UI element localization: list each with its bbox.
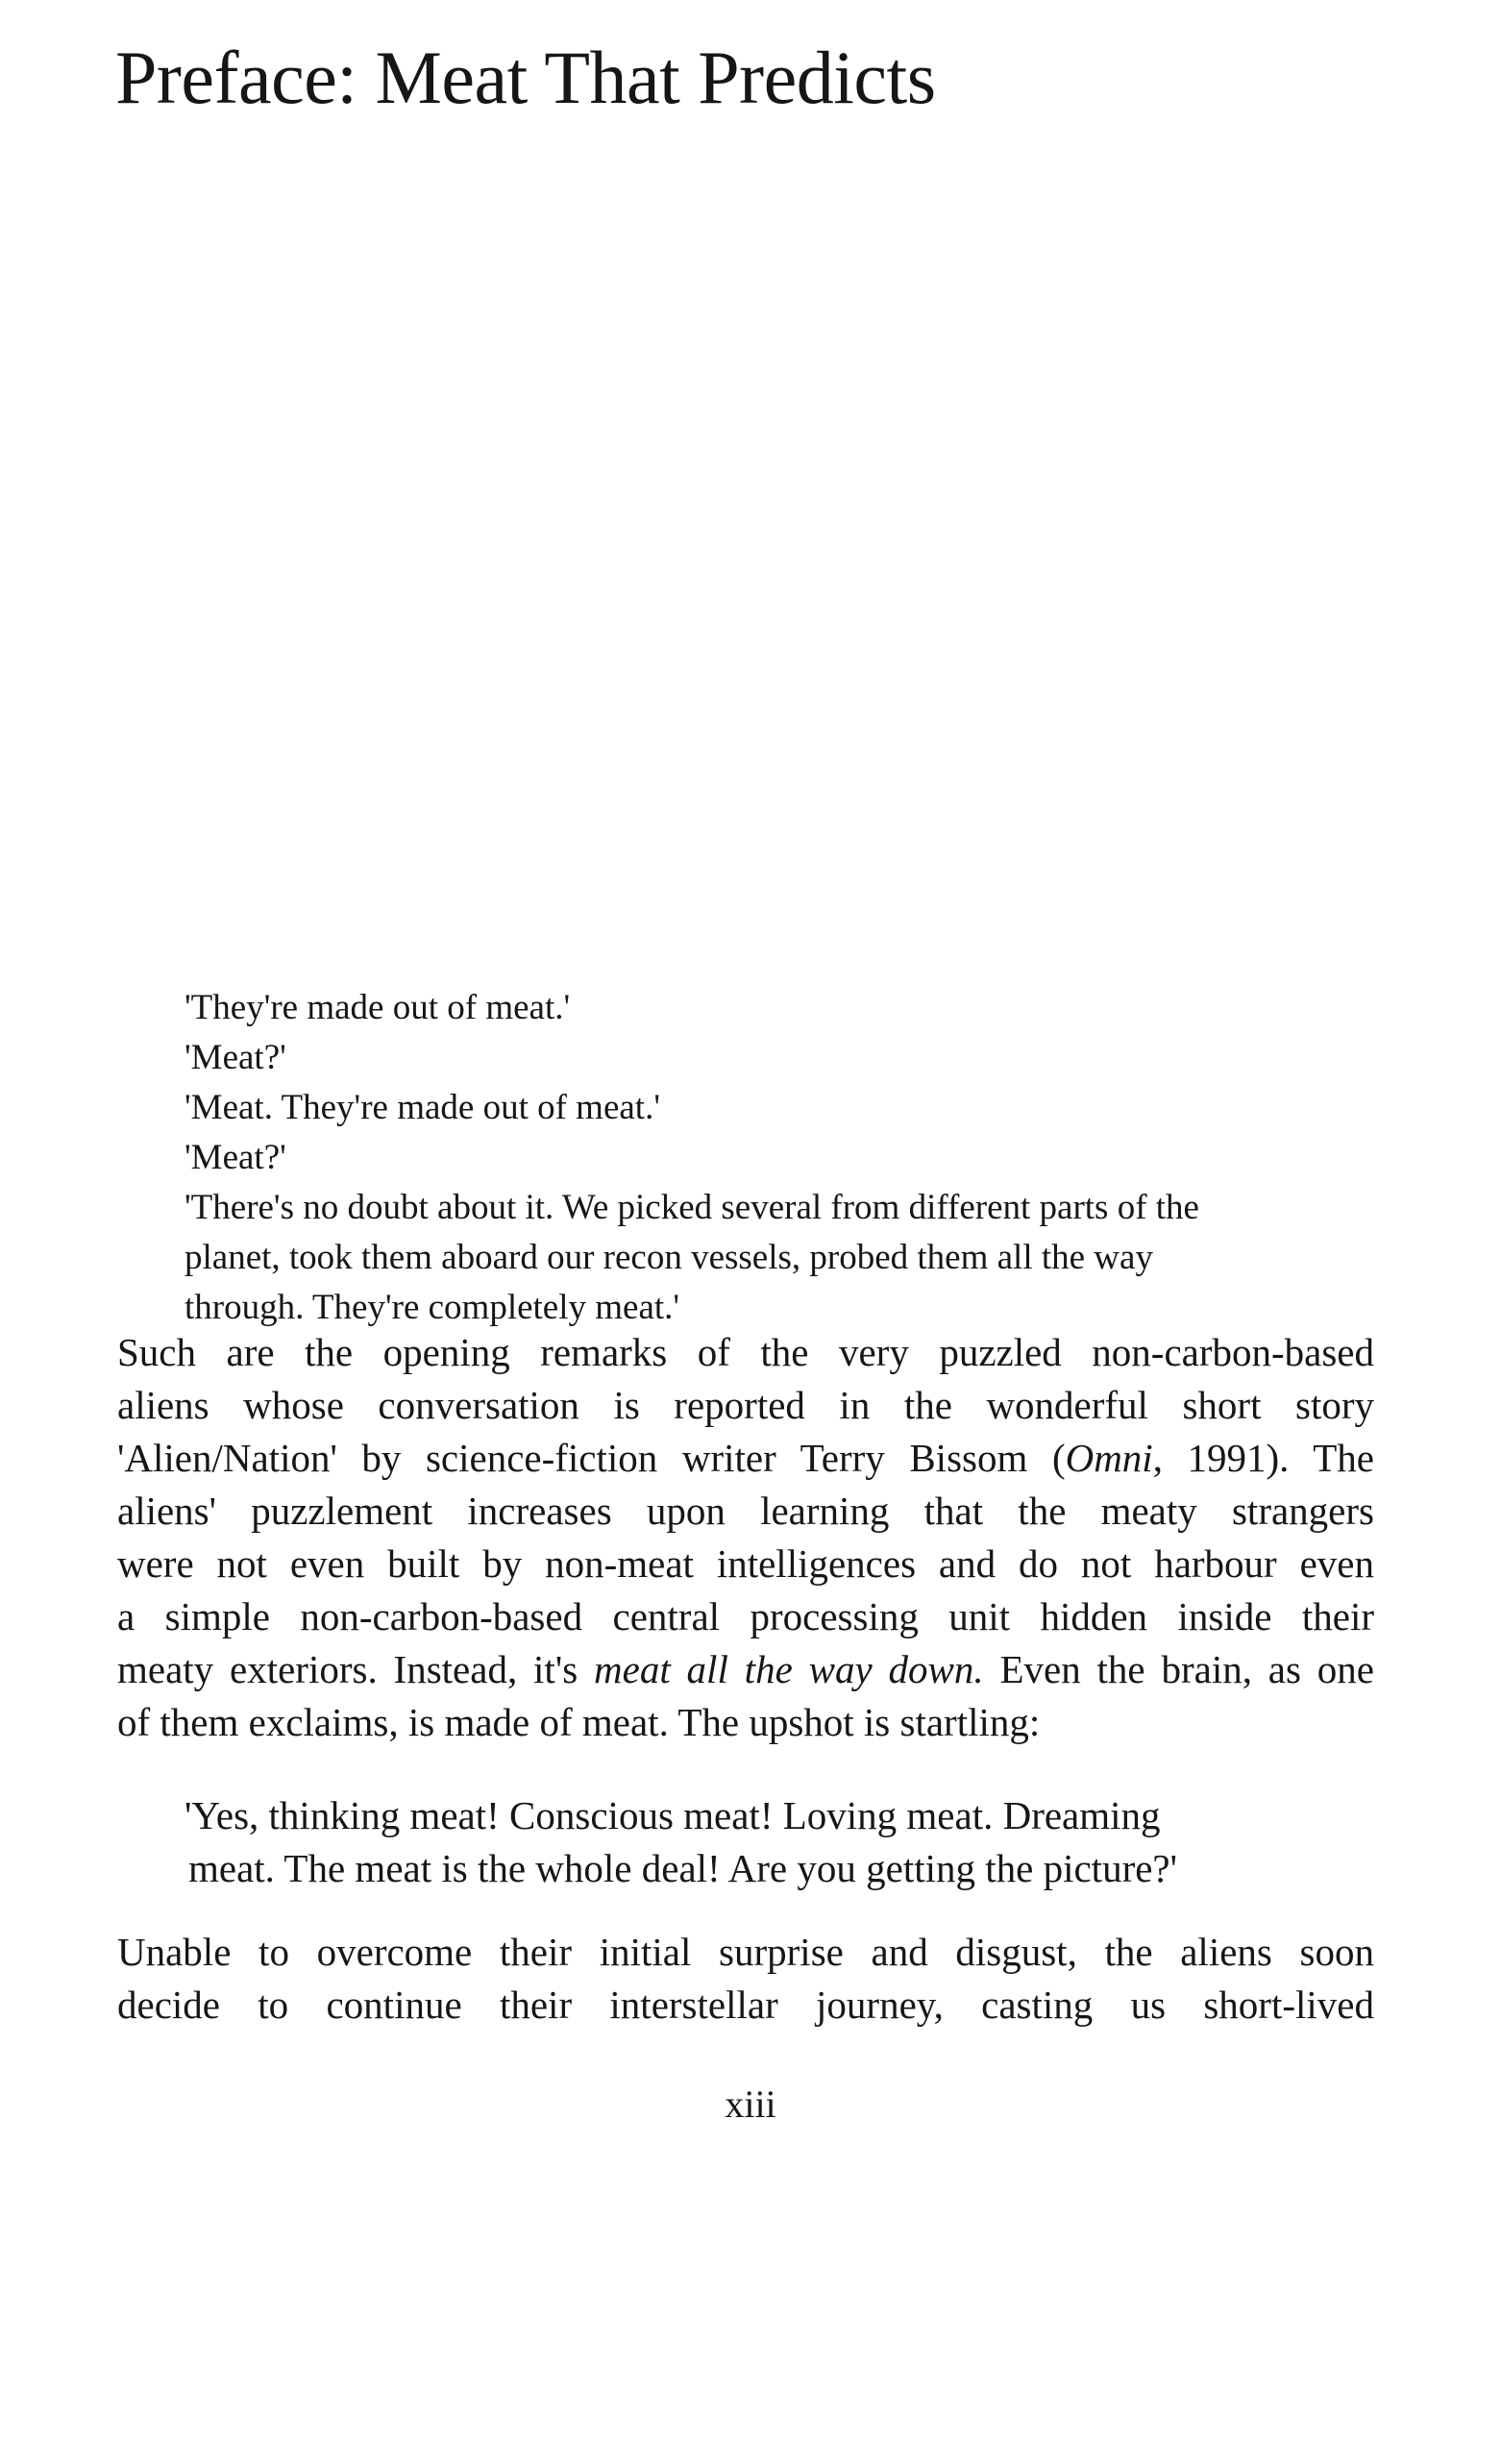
quote-line: meat. The meat is the whole deal! Are you getting the picture?' (188, 1846, 1178, 1890)
text-run: meaty exteriors. Instead, it's (117, 1647, 595, 1691)
epigraph-line-part: planet, took them aboard our recon vessels, probed them all the way (185, 1238, 1153, 1277)
text-line (117, 1643, 1374, 1696)
text-line: aliens whose conversation is reported in the wonderful short story (117, 1383, 1374, 1427)
text-line: Such are the opening remarks of the very puzzled non-carbon-based (117, 1330, 1374, 1374)
epigraph (185, 983, 1376, 1333)
emphasis: meat all the way down. (594, 1647, 984, 1691)
text-run: , 1991). The (1152, 1436, 1374, 1480)
text-run: 'Alien/Nation' by science-fiction writer Terry Bissom ( (117, 1436, 1066, 1480)
block-quote (185, 1789, 1318, 1895)
epigraph-line-long (185, 1183, 1376, 1333)
text-line: aliens' puzzlement increases upon learning that the meaty strangers (117, 1489, 1374, 1533)
page-number: xiii (725, 2082, 776, 2126)
paragraph-2 (117, 1926, 1374, 2032)
quote-line: 'Yes, thinking meat! Conscious meat! Loving meat. Dreaming (185, 1793, 1161, 1837)
epigraph-line: 'Meat?' (185, 1138, 286, 1177)
text-run: Even the brain, as one (983, 1647, 1374, 1691)
text-line: Unable to overcome their initial surprise and disgust, the aliens soon (117, 1930, 1374, 1974)
text-line (117, 1432, 1374, 1485)
text-line: of them exclaims, is made of meat. The upshot is startling: (117, 1700, 1041, 1744)
epigraph-line: 'They're made out of meat.' (185, 988, 571, 1027)
text-line: a simple non-carbon-based central processing unit hidden inside their (117, 1594, 1374, 1639)
epigraph-line: 'Meat. They're made out of meat.' (185, 1088, 661, 1127)
paragraph-1 (117, 1326, 1374, 1749)
epigraph-line-part: 'There's no doubt about it. We picked several from different parts of the (185, 1188, 1199, 1227)
magazine-title: Omni (1065, 1436, 1153, 1480)
epigraph-line: 'Meat?' (185, 1038, 286, 1077)
chapter-title: Preface: Meat That Predicts (115, 36, 936, 119)
epigraph-line-part: through. They're completely meat.' (185, 1288, 680, 1327)
text-line: were not even built by non-meat intelligences and do not harbour even (117, 1541, 1374, 1586)
text-line: decide to continue their interstellar journey, casting us short-lived (117, 1983, 1374, 2027)
